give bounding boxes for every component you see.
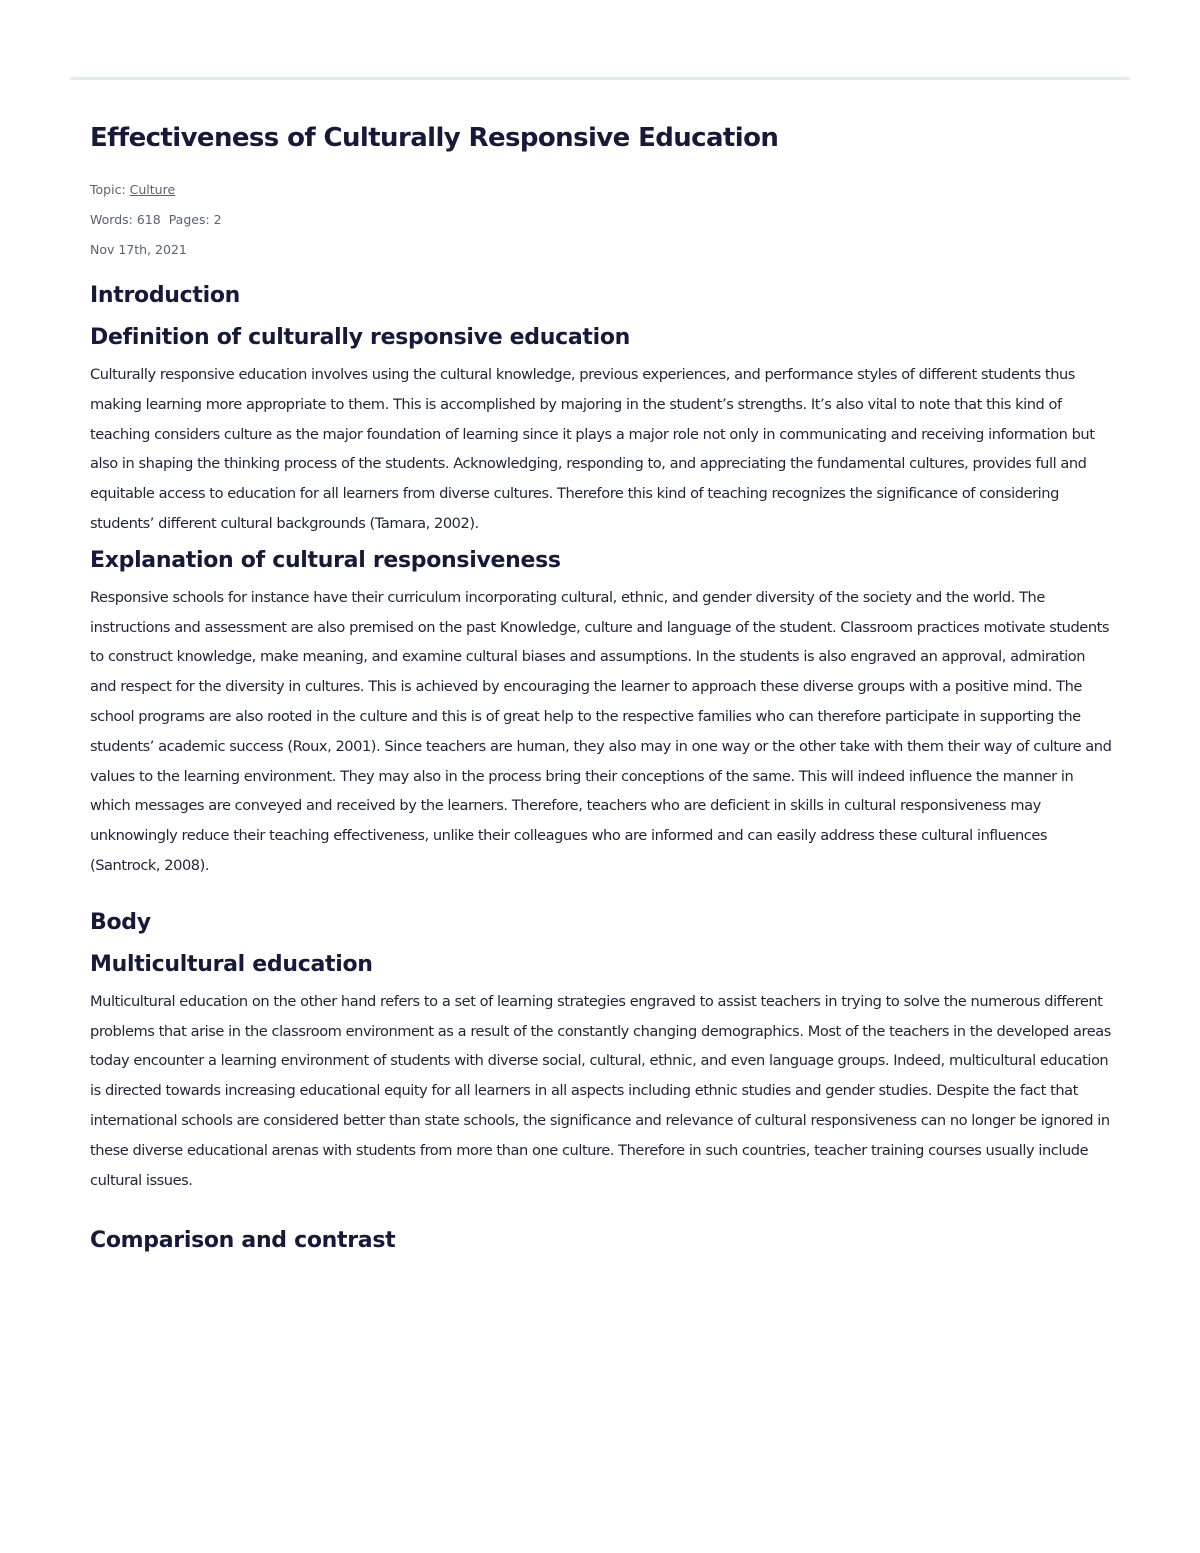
comparison-heading: Comparison and contrast — [90, 1228, 396, 1254]
explanation-heading: Explanation of cultural responsiveness — [90, 547, 561, 573]
topic-line — [90, 180, 1112, 199]
definition-heading: Definition of culturally responsive education — [90, 325, 631, 350]
multicultural-heading: Multicultural education — [90, 951, 373, 977]
publish-date: Nov 17th, 2021 — [90, 242, 187, 257]
page-count: Pages: 2 — [168, 212, 222, 227]
page-title: Effectiveness of Culturally Responsive Education — [90, 123, 779, 153]
word-count: Words: 618 — [90, 212, 161, 227]
topic-label: Topic: — [90, 182, 126, 197]
introduction-heading: Introduction — [90, 283, 241, 308]
definition-paragraph: Culturally responsive education involves using the cultural knowledge, previous experiences, and performance styles of different students thus making learning more appropriate to them. This is accomplished by majoring in the student’s strengths. It’s also vital to note that this kind of teaching considers culture as the major foundation of learning since it plays a major role not only in communicating and receiving information but also in shaping the thinking process of the students. Acknowledging, responding to, and appreciating the fundamental cultures, provides full and equitable access to education for all learners from diverse cultures. Therefore this kind of teaching recognizes the significance of considering students’ different cultural backgrounds (Tamara, 2002). — [90, 366, 1095, 532]
explanation-paragraph: Responsive schools for instance have their curriculum incorporating cultural, ethnic, and gender diversity of the society and the world. The instructions and assessment are also premised on the past Knowledge, culture and language of the student. Classroom practices motivate students to construct knowledge, make meaning, and examine cultural biases and assumptions. In the students is also engraved an approval, admiration and respect for the diversity in cultures. This is achieved by encouraging the learner to approach these diverse groups with a positive mind. The school programs are also rooted in the culture and this is of great help to the respective families who can therefore participate in supporting the students’ academic success (Roux, 2001). Since teachers are human, they also may in one way or the other take with them their way of culture and values to the learning environment. They may also in the process bring their conceptions of the same. This will indeed influence the manner in which messages are conveyed and received by the learners. Therefore, teachers who are deficient in skills in cultural responsiveness may unknowingly reduce their teaching effectiveness, unlike their colleagues who are informed and can easily address these cultural influences (Santrock, 2008). — [90, 588, 1112, 874]
stats-line — [90, 210, 1112, 229]
essay-page — [90, 118, 1112, 1257]
topic-link[interactable]: Culture — [129, 182, 176, 197]
body-heading: Body — [90, 909, 151, 935]
top-divider — [70, 77, 1130, 80]
multicultural-paragraph: Multicultural education on the other hand refers to a set of learning strategies engraved to assist teachers in trying to solve the numerous different problems that arise in the classroom environment as a result of the constantly changing demographics. Most of the teachers in the developed areas today encounter a learning environment of students with diverse social, cultural, ethnic, and even language groups. Indeed, multicultural education is directed towards increasing educational equity for all learners in all aspects including ethnic studies and gender studies. Despite the fact that international schools are considered better than state schools, the significance and relevance of cultural responsiveness can no longer be ignored in these diverse educational arenas with students from more than one culture. Therefore in such countries, teacher training courses usually include cultural issues. — [90, 992, 1111, 1189]
